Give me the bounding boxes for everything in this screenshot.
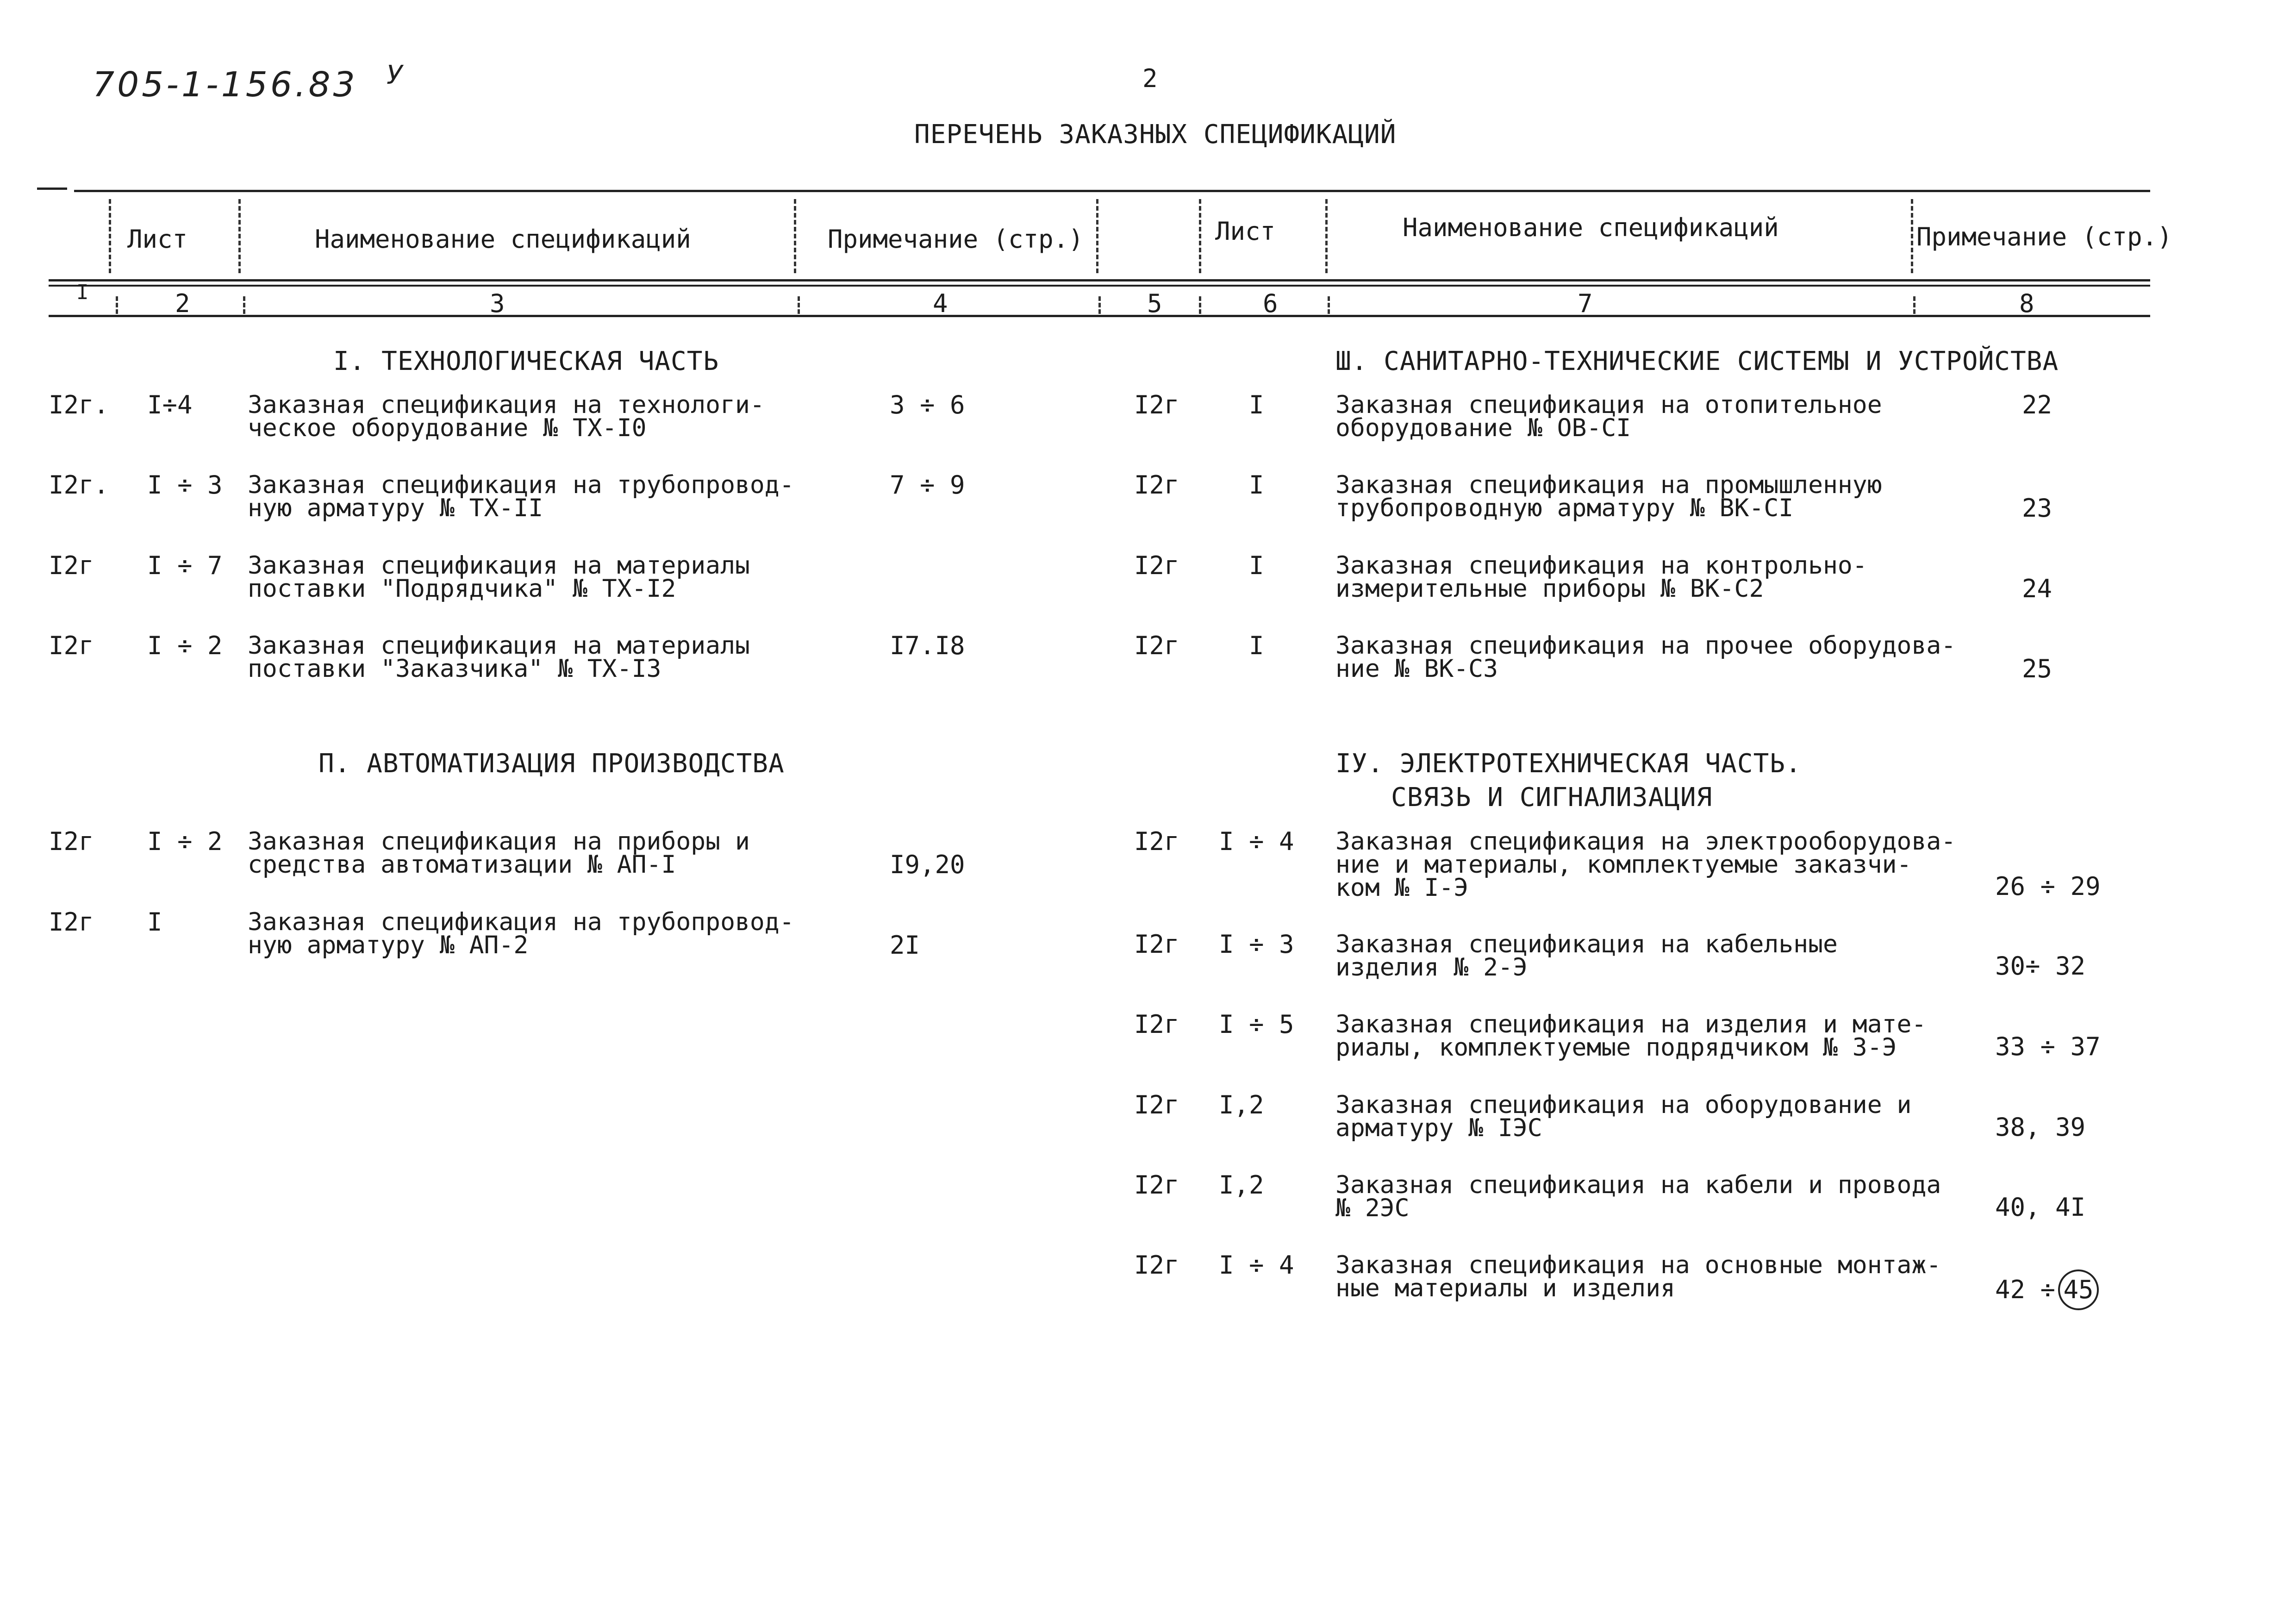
spec-name-line: Заказная спецификация на технологи-	[248, 391, 765, 419]
spec-name-line: арматуру № IЭС	[1335, 1114, 1542, 1142]
spec-name-line: ческое оборудование № ТХ-I0	[248, 414, 647, 442]
note-cell: I7.I8	[890, 631, 965, 660]
spec-name-line: риалы, комплектуемые подрядчиком № 3-Э	[1335, 1033, 1897, 1062]
spec-name-line: оборудование № ОВ-СI	[1335, 414, 1631, 442]
section-title-technological: I. ТЕХНОЛОГИЧЕСКАЯ ЧАСТЬ	[333, 346, 719, 376]
format-cell: I2г	[49, 907, 94, 937]
spec-name-line: Заказная спецификация на контрольно-	[1335, 551, 1867, 580]
note-cell: 23	[2022, 494, 2053, 523]
document-code: 705-1-156.83	[93, 65, 358, 105]
spec-name-line: Заказная спецификация на трубопровод-	[248, 908, 794, 936]
sheet-cell: I	[1249, 631, 1264, 660]
format-cell: I2г	[1134, 470, 1179, 500]
sheet-cell: I ÷ 2	[147, 631, 223, 660]
document-mark: У	[387, 60, 406, 90]
format-cell: I2г	[1134, 1090, 1179, 1119]
number-row-separator	[116, 296, 118, 314]
sheet-cell: I ÷ 7	[147, 551, 223, 580]
header-sheet-right: Лист	[1215, 217, 1276, 246]
number-row-separator	[798, 296, 800, 314]
format-cell: I2г	[1134, 1250, 1179, 1280]
spec-name-line: трубопроводную арматуру № ВК-СI	[1335, 494, 1794, 522]
column-number: 5	[1147, 289, 1162, 318]
column-number: 8	[2019, 289, 2034, 318]
spec-name-line: Заказная спецификация на изделия и мате-	[1335, 1010, 1927, 1038]
format-cell: I2г	[1134, 1170, 1179, 1200]
note-cell: 22	[2022, 390, 2053, 419]
number-row-separator	[243, 296, 245, 314]
column-number: 4	[933, 289, 948, 318]
spec-name-line: ную арматуру № АП-2	[248, 931, 529, 959]
header-top-rule	[74, 190, 2150, 192]
note-cell: 40, 4I	[1995, 1193, 2086, 1222]
header-note-right: Примечание (стр.)	[1916, 222, 2172, 251]
header-middle-rule	[49, 279, 2150, 281]
sheet-cell: I	[1249, 551, 1264, 580]
note-range-start: 42 ÷	[1995, 1275, 2056, 1304]
header-middle-rule-double	[49, 285, 2150, 287]
sheet-cell: I÷4	[147, 390, 193, 419]
section-subtitle-communication: СВЯЗЬ И СИГНАЛИЗАЦИЯ	[1391, 782, 1713, 813]
column-number: 6	[1263, 289, 1278, 318]
header-name-left: Наименование спецификаций	[315, 225, 691, 254]
format-cell: I2г	[1134, 551, 1179, 580]
header-separator	[794, 199, 796, 273]
sheet-cell: I	[1249, 470, 1264, 500]
header-separator	[238, 199, 241, 273]
spec-name-line: Заказная спецификация на прочее оборудова-	[1335, 631, 1956, 660]
spec-name-line: Заказная спецификация на оборудование и	[1335, 1091, 1912, 1119]
section-title-sanitary: Ш. САНИТАРНО-ТЕХНИЧЕСКИЕ СИСТЕМЫ И УСТРОЙСТВА	[1335, 346, 2059, 376]
spec-name-line: Заказная спецификация на материалы	[248, 631, 750, 660]
note-cell: 24	[2022, 574, 2053, 603]
sheet-cell: I,2	[1219, 1170, 1264, 1200]
circled-page-number: 45	[2058, 1269, 2099, 1310]
format-cell: I2г	[49, 827, 94, 856]
format-cell: I2г	[1134, 631, 1179, 660]
spec-name-line: ком № I-Э	[1335, 874, 1469, 902]
sheet-cell: I ÷ 3	[1219, 930, 1294, 959]
spec-name-line: изделия № 2-Э	[1335, 953, 1528, 982]
spec-name-line: Заказная спецификация на приборы и	[248, 827, 750, 856]
header-name-right: Наименование спецификаций	[1403, 213, 1779, 242]
note-cell: 33 ÷ 37	[1995, 1032, 2101, 1061]
note-cell: 7 ÷ 9	[890, 470, 965, 500]
sheet-cell: I ÷ 4	[1219, 827, 1294, 856]
spec-name-line: ние № ВК-С3	[1335, 655, 1498, 683]
header-separator	[1199, 199, 1201, 273]
sheet-cell: I,2	[1219, 1090, 1264, 1119]
spec-name-line: Заказная спецификация на основные монтаж-	[1335, 1251, 1941, 1279]
format-cell: I2г	[1134, 930, 1179, 959]
number-row-separator	[1199, 296, 1201, 314]
spec-name-line: ные материалы и изделия	[1335, 1274, 1675, 1302]
spec-name-line: Заказная спецификация на отопительное	[1335, 391, 1882, 419]
note-cell: 3 ÷ 6	[890, 390, 965, 419]
format-cell: I2г	[1134, 1010, 1179, 1039]
number-row-separator	[1913, 296, 1915, 314]
spec-name-line: Заказная спецификация на кабельные	[1335, 930, 1838, 958]
note-cell: 26 ÷ 29	[1995, 872, 2101, 901]
header-sheet-left: Лист	[127, 225, 188, 254]
format-cell: I2г	[1134, 390, 1179, 419]
page-title: ПЕРЕЧЕНЬ ЗАКАЗНЫХ СПЕЦИФИКАЦИЙ	[914, 119, 1397, 150]
spec-name-line: средства автоматизации № АП-I	[248, 850, 676, 879]
format-cell: I2г.	[49, 390, 109, 419]
note-cell: 2I	[890, 931, 920, 960]
spec-name-line: Заказная спецификация на электрооборудова-	[1335, 827, 1956, 856]
note-cell: 30÷ 32	[1995, 951, 2086, 981]
column-number: 3	[490, 289, 505, 318]
column-number: 2	[175, 289, 190, 318]
section-title-automation: П. АВТОМАТИЗАЦИЯ ПРОИЗВОДСТВА	[318, 749, 785, 779]
spec-name-line: ние и материалы, комплектуемые заказчи-	[1335, 850, 1912, 879]
header-bottom-rule	[49, 315, 2150, 317]
sheet-cell: I ÷ 4	[1219, 1250, 1294, 1280]
format-cell: I2г	[49, 631, 94, 660]
spec-name-line: Заказная спецификация на материалы	[248, 551, 750, 580]
sheet-cell: I ÷ 3	[147, 470, 223, 500]
sheet-cell: I	[1249, 390, 1264, 419]
sheet-cell: I ÷ 2	[147, 827, 223, 856]
sheet-cell: I ÷ 5	[1219, 1010, 1294, 1039]
header-separator	[1096, 199, 1098, 273]
sheet-cell: I	[147, 907, 162, 937]
header-separator	[1911, 199, 1913, 273]
format-cell: I2г	[1134, 827, 1179, 856]
note-cell: 25	[2022, 654, 2053, 683]
note-cell	[1995, 1269, 2099, 1310]
number-row-separator	[1328, 296, 1330, 314]
header-note-left: Примечание (стр.)	[828, 225, 1084, 254]
spec-name-line: измерительные приборы № ВК-С2	[1335, 575, 1764, 603]
spec-name-line: Заказная спецификация на трубопровод-	[248, 471, 794, 499]
note-cell: 38, 39	[1995, 1113, 2086, 1142]
section-title-electrical: IУ. ЭЛЕКТРОТЕХНИЧЕСКАЯ ЧАСТЬ.	[1335, 749, 1802, 779]
page-number: 2	[1142, 64, 1158, 93]
note-cell: I9,20	[890, 850, 965, 879]
spec-name-line: Заказная спецификация на кабели и провода	[1335, 1171, 1941, 1199]
spec-name-line: ную арматуру № ТХ-II	[248, 494, 543, 522]
header-separator	[109, 199, 111, 273]
spec-name-line: поставки "Заказчика" № ТХ-I3	[248, 655, 661, 683]
format-cell: I2г	[49, 551, 94, 580]
header-separator	[1325, 199, 1328, 273]
format-cell: I2г.	[49, 470, 109, 500]
spec-name-line: поставки "Подрядчика" № ТХ-I2	[248, 575, 676, 603]
header-top-rule-stub	[37, 188, 67, 190]
number-row-separator	[1098, 296, 1101, 314]
spec-name-line: Заказная спецификация на промышленную	[1335, 471, 1882, 499]
column-number: I	[76, 281, 89, 304]
column-number: 7	[1578, 289, 1593, 318]
spec-name-line: № 2ЭС	[1335, 1194, 1410, 1222]
